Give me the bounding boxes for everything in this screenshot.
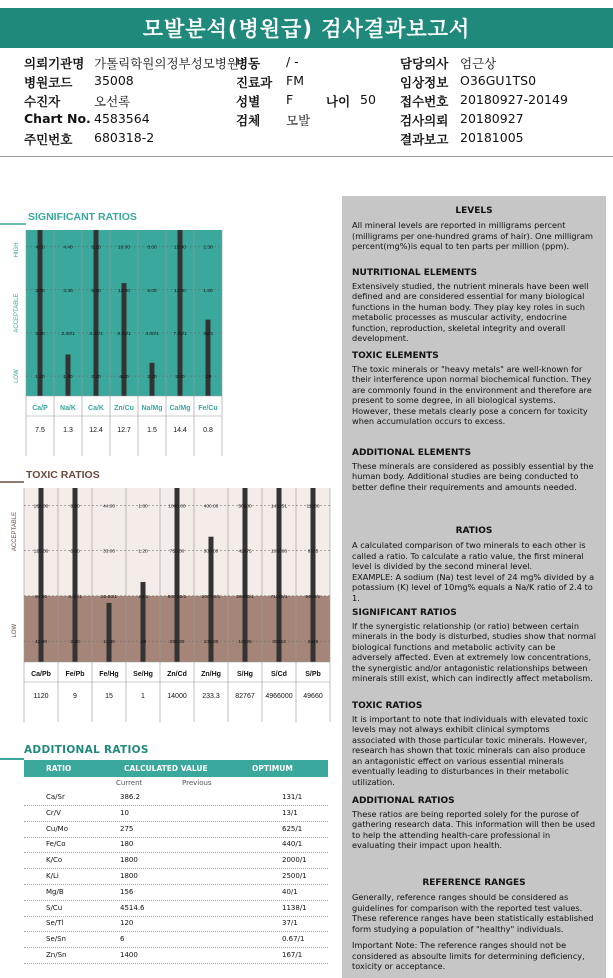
cell-optimum: 440/1	[282, 840, 303, 849]
ratio-bar	[39, 488, 44, 662]
request-label: 검사의뢰	[400, 113, 449, 128]
scale-label: 42675	[238, 549, 252, 555]
scale-label: .40	[139, 640, 147, 646]
toxic-block	[352, 351, 596, 427]
cell-current: 1400	[120, 951, 138, 959]
report-label: 결과보고	[400, 132, 449, 147]
scale-label: 16.00	[117, 245, 131, 251]
side-label: HIGH	[14, 242, 20, 258]
org-label: 의뢰기관명	[24, 56, 85, 71]
scale-label: 22.00/1	[100, 594, 118, 600]
scale-label: 4.00	[119, 375, 129, 381]
significant-text: If the synergistic relationship (or ratio) between certain minerals in the body is disturbed, studies show that normal biological functions and metabolic activity can be adversely affected. Even at extremely low concentrations, the synergistic and/or antagonistic relationships between minerals still exist, which can indirectly affect metabolism.	[352, 620, 596, 683]
scale-label: 5690/1	[305, 594, 321, 600]
divider	[0, 156, 613, 157]
add-ratios-title: ADDITIONAL RATIOS	[352, 796, 455, 806]
doctor-value: 엄근상	[460, 56, 497, 71]
scale-label: 4.00/1	[145, 331, 159, 337]
chart-title: SIGNIFICANT RATIOS	[28, 211, 137, 223]
table-row	[24, 949, 328, 964]
cell-optimum: 167/1	[282, 951, 303, 959]
cell-current: 4514.6	[120, 903, 145, 912]
dept-value: FM	[286, 73, 304, 88]
scale-label: 250.00	[169, 640, 185, 646]
scale-label: 8.80	[70, 504, 80, 510]
cell-ratio: K/Li	[46, 872, 59, 880]
value-label: 1.3	[63, 427, 73, 434]
cell-current: 1800	[120, 856, 138, 865]
toxic-ratios-block	[352, 701, 596, 787]
additional-subheader	[24, 778, 328, 790]
chart-no-value: 4583564	[94, 111, 150, 126]
scale-label: 11.00	[174, 288, 186, 294]
scale-label: 2.40/1	[61, 331, 75, 337]
scale-label: 500.00/1	[167, 594, 187, 600]
side-label: ACCEPTABLE	[14, 293, 20, 333]
category-label: Ca/P	[32, 405, 48, 412]
important-note: Important Note: The reference ranges should not be considered as absoulte limits for determining deficiency, toxicity or acceptance.	[352, 940, 585, 971]
table-row	[24, 870, 328, 885]
nutritional-block	[352, 268, 596, 344]
cell-optimum: 1138/1	[282, 903, 307, 912]
ratio-bar	[311, 488, 316, 662]
value-label: 14.4	[173, 427, 187, 434]
clinical-label: 임상정보	[400, 75, 449, 90]
cell-optimum: 40/1	[282, 887, 298, 896]
scale-label: 3.40	[63, 288, 73, 294]
category-label: Ca/K	[88, 405, 104, 412]
value-label: 15	[105, 693, 113, 700]
hosp-code-value: 35008	[94, 73, 134, 88]
additional-ratios-title: ADDITIONAL RATIOS	[24, 744, 149, 756]
scale-label: 168.00	[33, 504, 49, 510]
scale-label: 2845	[307, 640, 319, 646]
scale-label: 300.00	[203, 549, 219, 555]
cell-optimum: 2000/1	[282, 856, 307, 865]
side-label: LOW	[12, 623, 18, 638]
value-label: 233.3	[202, 693, 220, 700]
ratio-bar	[178, 230, 183, 396]
scale-label: 8535	[307, 549, 319, 555]
examinee-value: 오선록	[94, 94, 131, 109]
page-title: 모발분석(병원급) 검사결과보고서	[0, 8, 613, 48]
ratio-bar	[243, 488, 248, 662]
ratios-title: RATIOS	[455, 526, 493, 536]
nutritional-text: Extensively studied, the nutrient minerals have been well defined and are considered essential for many biological functions in the human body. They play key roles in such metabolic processes as muscular activity, endocrine function, reproduction, skeletal integrity and overall development.	[352, 280, 589, 343]
cell-current: 10	[120, 808, 129, 817]
info-row	[24, 111, 604, 130]
scale-label: 1.60	[35, 375, 45, 381]
additional-header	[24, 760, 328, 777]
dept-label: 진료과	[236, 75, 273, 90]
scale-label: 106688	[270, 549, 288, 555]
scale-label: 12.00	[117, 288, 131, 294]
scale-label: 35563	[272, 640, 286, 646]
scale-label: 6.20	[91, 288, 101, 294]
scale-label: 1.40	[63, 375, 73, 381]
reference-block	[352, 878, 596, 891]
category-label: Zn/Cu	[114, 405, 134, 412]
reception-label: 접수번호	[400, 94, 449, 109]
ward-value: / -	[286, 54, 299, 69]
scale-label: 15.00	[173, 245, 187, 251]
age-value: 50	[360, 92, 376, 107]
sub-previous: Previous	[182, 779, 212, 787]
info-row	[24, 130, 604, 149]
chart-no-label: Chart No.	[24, 111, 91, 126]
scale-label: 100.00	[203, 640, 219, 646]
header-calculated: CALCULATED VALUE	[124, 764, 208, 773]
scale-label: 42.00	[34, 640, 48, 646]
cell-current: 386.2	[120, 793, 141, 801]
category-label: Na/Mg	[141, 405, 163, 412]
cell-current: 6	[120, 935, 125, 944]
sex-value: F	[286, 92, 294, 107]
cell-ratio: S/Cu	[46, 903, 63, 912]
cell-ratio: Se/Tl	[46, 919, 64, 928]
value-label: 14000	[167, 693, 187, 700]
scale-label: 6.60	[70, 549, 80, 555]
category-label: Fe/Hg	[99, 671, 119, 678]
cell-current: 120	[120, 919, 134, 928]
scale-label: 2.20	[70, 640, 80, 646]
cell-current: 156	[120, 887, 134, 896]
category-label: Na/K	[60, 405, 76, 412]
scale-label: 142251	[270, 504, 288, 510]
value-label: 49660	[303, 693, 323, 700]
additional-elements-title: ADDITIONAL ELEMENTS	[352, 448, 472, 458]
scale-label: 3.00	[35, 288, 45, 294]
value-label: 12.7	[117, 427, 131, 434]
scale-label: 11380	[306, 504, 320, 510]
patient-info	[24, 54, 604, 149]
scale-label: 4.40	[63, 245, 73, 251]
side-label: LOW	[14, 369, 20, 383]
scale-label: 200.00/1	[201, 594, 221, 600]
table-row	[24, 933, 328, 948]
ratios-block	[352, 526, 596, 539]
additional-ratios	[0, 742, 340, 978]
cell-optimum: 625/1	[282, 824, 303, 833]
levels-text: All mineral levels are reported in milligrams percent (milligrams per one-hundred grams of hair). One milligram percent(mg%)is equal to ten parts per million (ppm).	[352, 220, 593, 251]
scale-label: 400.00	[203, 504, 219, 510]
cell-ratio: Ca/Sr	[46, 793, 65, 801]
scale-label: 1.60	[203, 288, 213, 294]
header-ratio: RATIO	[46, 764, 72, 773]
side-label: ACCEPTABLE	[12, 511, 18, 552]
scale-label: 71125/1	[270, 594, 288, 600]
category-label: S/Cd	[271, 671, 287, 678]
cell-optimum: 0.67/1	[282, 935, 305, 944]
value-label: 82767	[235, 693, 255, 700]
scale-label: 4.20/1	[89, 331, 103, 337]
scale-label: 28450/1	[236, 594, 254, 600]
nutritional-title: NUTRITIONAL ELEMENTS	[352, 268, 478, 278]
cell-ratio: Cr/V	[46, 808, 61, 817]
table-row	[24, 791, 328, 806]
scale-label: 1.60	[138, 504, 148, 510]
table-row	[24, 902, 328, 917]
toxic-title: TOXIC ELEMENTS	[352, 351, 439, 361]
cell-ratio: Fe/Co	[46, 840, 66, 849]
examinee-label: 수진자	[24, 94, 61, 109]
ratio-bar	[107, 603, 112, 662]
scale-label: 4.40/1	[68, 594, 82, 600]
category-label: Zn/Cd	[167, 671, 187, 678]
report-value: 20181005	[460, 130, 524, 145]
cell-ratio: Cu/Mo	[46, 824, 69, 833]
header-optimum: OPTIMUM	[252, 764, 293, 773]
value-label: 0.8	[203, 427, 213, 434]
cell-current: 275	[120, 824, 134, 833]
category-label: Fe/Cu	[198, 405, 218, 412]
cell-ratio: Mg/B	[46, 887, 64, 896]
add-ratios-text: These ratios are being reported solely for the purose of gathering research data. This information will then be used to help the attending health-care professional in evaluating their impact upon health.	[352, 808, 596, 850]
info-row	[24, 54, 604, 73]
scale-label: 14225	[238, 640, 252, 646]
cell-optimum: 37/1	[282, 919, 298, 928]
ratio-bar	[38, 230, 43, 396]
value-label: 1120	[33, 693, 49, 700]
table-row	[24, 917, 328, 932]
ratio-bar	[175, 488, 180, 662]
cell-current: 1800	[120, 872, 138, 880]
ratios-example: EXAMPLE: A sodium (Na) test level of 24 mg% divided by a potassium (K) level of 10mg% equals a Na/K ratio of 2.4 to 1.	[352, 571, 595, 603]
ratio-bar	[277, 488, 282, 662]
sub-current: Current	[116, 779, 143, 787]
scale-label: 56900	[238, 504, 252, 510]
category-label: S/Pb	[305, 671, 321, 678]
ratios-text-block	[352, 540, 596, 603]
cell-ratio: K/Co	[46, 856, 63, 865]
reference-text: Generally, reference ranges should be considered as guidelines for comparison with the reported test values. These reference ranges have been statistically established form studying a population of "healthy" individuals.	[352, 892, 594, 934]
specimen-label: 검체	[236, 113, 261, 128]
info-row	[24, 92, 604, 111]
doctor-label: 담당의사	[400, 56, 449, 71]
scale-label: 11.00	[103, 640, 115, 646]
cell-ratio: Se/Sn	[46, 935, 66, 944]
scale-label: 7.00/1	[173, 331, 187, 337]
value-label: 1.5	[147, 427, 157, 434]
cell-optimum: 13/1	[282, 808, 298, 817]
hosp-code-label: 병원코드	[24, 75, 73, 90]
scale-label: 8.00	[147, 245, 157, 251]
cell-ratio: Zn/Sn	[46, 951, 67, 959]
scale-label: .90/1	[202, 331, 214, 337]
category-label: Se/Hg	[133, 671, 153, 678]
table-row	[24, 854, 328, 869]
scale-label: .80/1	[137, 594, 149, 600]
value-label: 7.5	[35, 427, 45, 434]
levels-title: LEVELS	[455, 206, 493, 216]
additional-elements-block	[352, 448, 596, 492]
category-label: Zn/Hg	[201, 671, 221, 678]
significant-title: SIGNIFICANT RATIOS	[352, 608, 457, 618]
significant-ratios-chart	[0, 200, 340, 460]
value-label: 12.4	[89, 427, 103, 434]
scale-label: 8.20	[91, 245, 101, 251]
table-row	[24, 838, 328, 853]
scale-label: 6.00	[147, 288, 157, 294]
levels-block	[352, 206, 596, 219]
request-value: 20180927	[460, 111, 524, 126]
scale-label: 33.00	[102, 549, 116, 555]
scale-label: 126.00	[33, 549, 49, 555]
value-label: 1	[141, 693, 145, 700]
scale-label: 3.00	[175, 375, 185, 381]
scale-label: 1.20	[138, 549, 148, 555]
category-label: Ca/Pb	[31, 671, 51, 678]
sex-label: 성별	[236, 94, 261, 109]
significant-block	[352, 608, 596, 684]
scale-label: 2.00	[147, 375, 157, 381]
info-row	[24, 73, 604, 92]
reference-text-block	[352, 892, 596, 972]
toxic-ratios-title: TOXIC RATIOS	[352, 701, 423, 711]
clinical-value: O36GU1TS0	[460, 73, 537, 88]
section-rule	[0, 758, 24, 760]
cell-optimum: 2500/1	[282, 872, 307, 880]
cell-optimum: 131/1	[282, 793, 303, 801]
reception-value: 20180927-20149	[460, 92, 568, 107]
toxic-ratios-chart	[0, 466, 340, 746]
value-label: 9	[73, 693, 77, 700]
table-row	[24, 823, 328, 838]
additional-elements-text: These minerals are considered as possibly essential by the human body. Additional studies are being conducted to better define their requirements and amounts needed.	[352, 460, 594, 492]
scale-label: 1000.00	[168, 504, 186, 510]
ratio-bar	[94, 230, 99, 396]
explanation-panel	[342, 196, 606, 978]
id-label: 주민번호	[24, 132, 73, 147]
scale-label: 44.00	[102, 504, 116, 510]
ratios-text: A calculated comparison of two minerals to each other is called a ratio. To calculate a ratio value, the first mineral level is divided by the second mineral level.	[352, 540, 586, 571]
ratio-bar	[73, 488, 78, 662]
table-row	[24, 807, 328, 822]
scale-label: 84.00	[34, 594, 48, 600]
toxic-text: The toxic minerals or "heavy metals" are well-known for their interference upon normal biochemical function. They are commonly found in the environment and therefore are present to some degree, in all biological systems. However, these metals clearly pose a concern for toxicity when accumulation occurs to excess.	[352, 363, 592, 426]
category-label: Fe/Pb	[65, 671, 85, 678]
ratio-charts	[0, 190, 340, 978]
category-label: Ca/Mg	[169, 405, 191, 412]
scale-label: .20	[204, 375, 212, 381]
scale-label: 2.30	[203, 245, 213, 251]
chart-title: TOXIC RATIOS	[26, 469, 100, 481]
category-label: S/Hg	[237, 671, 253, 678]
table-row	[24, 886, 328, 901]
reference-title: REFERENCE RANGES	[422, 878, 526, 888]
scale-label: 4.00	[35, 245, 45, 251]
scale-label: 8.00/1	[117, 331, 131, 337]
id-value: 680318-2	[94, 130, 155, 145]
scale-label: 2.20	[91, 375, 101, 381]
org-value: 가톨릭학원의정부성모병원	[94, 56, 239, 71]
specimen-value: 모발	[286, 113, 311, 128]
age-label: 나이	[326, 94, 351, 109]
toxic-ratios-text: It is important to note that individuals with elevated toxic levels may not always exhibit clinical symptoms associated with those particular toxic minerals. However, research has shown that toxic minerals can also produce an antagonistic effect on various essential minerals eventually leading to disturbances in their metabolic utilization.	[352, 713, 588, 787]
cell-current: 180	[120, 840, 134, 849]
add-ratios-block	[352, 796, 596, 851]
value-label: 4966000	[265, 693, 293, 700]
scale-label: 750.00	[169, 549, 185, 555]
ward-label: 병동	[236, 56, 261, 71]
scale-label: 2.60	[35, 331, 45, 337]
